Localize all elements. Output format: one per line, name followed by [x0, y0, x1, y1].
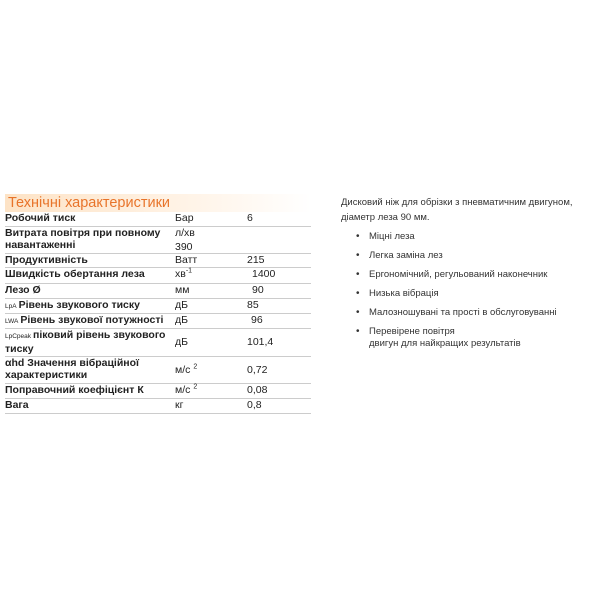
spec-row — [5, 328, 311, 356]
description-section — [341, 195, 600, 357]
spec-unit: м/с — [175, 383, 191, 396]
feature-item — [341, 307, 600, 319]
bullet-icon: • — [356, 288, 360, 299]
spec-param-cell — [5, 298, 175, 313]
spec-row — [5, 226, 311, 253]
spec-unit: Ватт — [175, 253, 247, 267]
feature-item — [341, 231, 600, 243]
bullet-icon: • — [356, 231, 360, 242]
spec-row — [5, 212, 311, 226]
spec-value: 85 — [247, 298, 311, 313]
spec-param: Продуктивність — [5, 253, 175, 267]
spec-param: Рівень звукової потужності — [20, 313, 164, 326]
spec-unit: кг — [175, 398, 247, 413]
description-text: Дисковий ніж для обрізки з пневматичним двигуном, діаметр леза 90 мм. — [341, 197, 573, 223]
spec-unit-sup: -1 — [185, 267, 193, 274]
spec-value: 0,08 — [247, 383, 311, 398]
spec-unit: мм — [175, 283, 247, 298]
spec-row — [5, 398, 311, 413]
spec-param-prefix: LpA — [5, 302, 17, 310]
spec-row — [5, 313, 311, 328]
spec-unit-cell — [175, 356, 247, 383]
spec-param: Робочий тиск — [5, 212, 175, 226]
spec-param-prefix: LWA — [5, 317, 19, 325]
spec-value: 6 — [247, 212, 311, 226]
spec-value: 101,4 — [247, 328, 311, 356]
spec-unit: л/хв — [175, 226, 195, 239]
spec-param: Поправочний коефіцієнт К — [5, 383, 175, 398]
spec-value: 0,8 — [247, 398, 311, 413]
spec-row — [5, 383, 311, 398]
spec-param: αhd Значення вібраційної характеристики — [5, 356, 175, 383]
feature-text-continuation: двигун для найкращих результатів — [369, 338, 521, 349]
bullet-icon: • — [356, 326, 360, 337]
feature-text: Міцні леза — [369, 231, 415, 242]
spec-row — [5, 283, 311, 298]
feature-item — [341, 269, 600, 281]
spec-unit: дБ — [175, 313, 247, 328]
bullet-icon: • — [356, 269, 360, 280]
spec-param-cell — [5, 328, 175, 356]
bullet-icon: • — [356, 250, 360, 261]
spec-value: 0,72 — [247, 356, 311, 383]
spec-param-prefix: LpCpeak — [5, 332, 32, 340]
feature-text: Ергономічний, регульований наконечник — [369, 269, 548, 280]
spec-row — [5, 267, 311, 283]
feature-list — [341, 231, 600, 350]
spec-unit-sup: 2 — [193, 363, 198, 370]
bullet-icon: • — [356, 307, 360, 318]
spec-unit: дБ — [175, 298, 247, 313]
spec-param: Лезо Ø — [5, 283, 175, 298]
spec-table — [5, 212, 311, 414]
spec-value: 390 — [175, 240, 193, 253]
spec-value: 1400 — [247, 267, 311, 283]
spec-value: 96 — [247, 313, 311, 328]
spec-param: Швидкість обертання леза — [5, 267, 175, 283]
feature-item — [341, 326, 600, 350]
feature-text: Легка заміна лез — [369, 250, 443, 261]
spec-param: піковий рівень звукового тиску — [5, 328, 166, 355]
spec-section — [5, 194, 311, 414]
spec-unit-cell — [175, 267, 247, 283]
spec-unit: хв — [175, 267, 186, 280]
feature-item — [341, 288, 600, 300]
spec-param: Вага — [5, 398, 175, 413]
feature-text: Малозношувані та прості в обслуговуванні — [369, 307, 557, 318]
feature-text: Перевірене повітря — [369, 326, 455, 337]
feature-item — [341, 250, 600, 262]
spec-unit-cell — [175, 383, 247, 398]
spec-unit-value-cell — [175, 226, 311, 253]
spec-unit: Бар — [175, 212, 247, 226]
spec-param: Рівень звукового тиску — [18, 298, 140, 311]
spec-value: 215 — [247, 253, 311, 267]
spec-unit: дБ — [175, 328, 247, 356]
spec-row — [5, 298, 311, 313]
spec-row — [5, 356, 311, 383]
spec-param: Витрата повітря при повному навантаженні — [5, 226, 175, 253]
spec-param-cell — [5, 313, 175, 328]
spec-title: Технічні характеристики — [5, 194, 311, 212]
feature-text: Низька вібрація — [369, 288, 439, 299]
spec-unit: м/с — [175, 363, 191, 376]
spec-unit-sup: 2 — [193, 383, 198, 390]
spec-row — [5, 253, 311, 267]
spec-value: 90 — [247, 283, 311, 298]
